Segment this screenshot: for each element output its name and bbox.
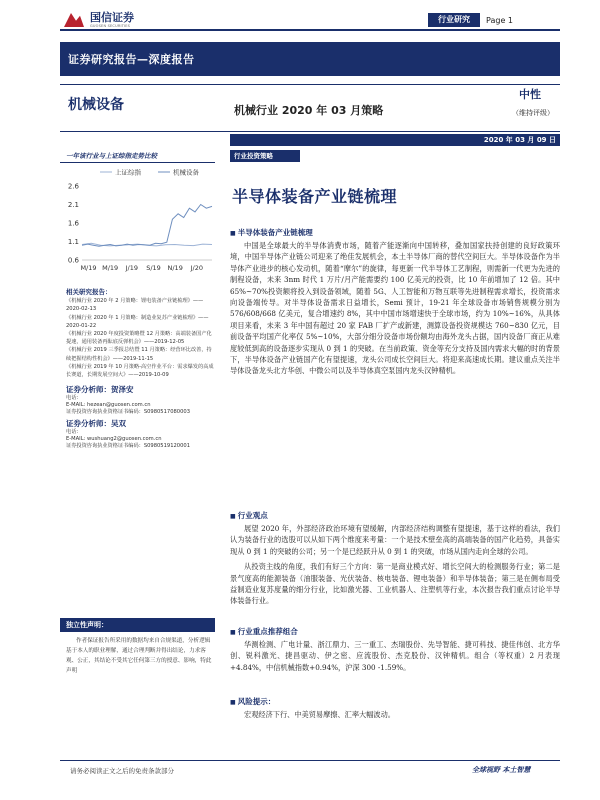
investment-tag bbox=[230, 150, 300, 162]
x-tick-label: J/19 bbox=[125, 264, 139, 272]
investment-tag-text: 行业投资策略 bbox=[234, 152, 273, 160]
analyst-email[interactable]: E-MAIL: wushuang2@guosen.com.cn bbox=[66, 436, 162, 442]
footer-slogan: 全球视野 本土智慧 bbox=[472, 766, 531, 774]
x-tick-label: N/19 bbox=[167, 264, 183, 272]
section-portfolio bbox=[230, 626, 560, 673]
x-tick-label: M/19 bbox=[102, 264, 119, 272]
x-tick-label: J/20 bbox=[190, 264, 204, 272]
y-tick-label: 1.1 bbox=[67, 238, 79, 246]
legend-label: 上证综指 bbox=[115, 168, 141, 177]
header-rule bbox=[60, 29, 560, 31]
section-heading: ■ 半导体装备产业链梳理 bbox=[230, 227, 560, 238]
section-heading: ■ 风险提示： bbox=[230, 696, 560, 707]
y-tick-label: 2.1 bbox=[67, 201, 79, 209]
section-paragraph: 从投资主线的角度，我们有好三个方向：第一是商业模式好、增长空间大的检测服务行业；第二是景气度高的能源装备（油服装备、光伏装备、核电装备、锂电装备）和半导体装备；第三是在侧布局受益制造业复苏度量的细分行业，比如激光器、工业机器人、注塑机等行业，本次报告我们重点讨论半导体装备行业。 bbox=[230, 562, 560, 606]
independence-heading: 独立性声明： bbox=[66, 621, 108, 629]
rating: 中性 bbox=[519, 88, 541, 101]
y-tick-label: 0.6 bbox=[67, 256, 79, 265]
analyst-email[interactable]: E-MAIL: hezean@guosen.com.cn bbox=[66, 402, 151, 408]
page-number: Page 1 bbox=[486, 15, 513, 25]
series-line bbox=[82, 205, 212, 247]
brand-subtitle: GUOSEN SECURITIES bbox=[90, 24, 131, 28]
independence-statement: 作者保证报告所采用的数据均来自合规渠道，分析逻辑基于本人的职业理解，通过合理判断并得出结论，力求客观、公正，其结论不受其它任何第三方的授意、影响，特此声明 bbox=[66, 638, 212, 674]
report-date: 2020 年 03 月 09 日 bbox=[483, 136, 556, 144]
section-heading: ■ 行业观点 bbox=[230, 510, 560, 521]
chart-title: 一年该行业与上证综指走势比较 bbox=[66, 152, 157, 160]
section-view bbox=[230, 510, 560, 607]
analyst-cert: 证券投资咨询执业资格证书编码：S0980519120001 bbox=[66, 443, 191, 449]
chart-heading bbox=[60, 150, 215, 163]
footer-disclaimer: 请务必阅读正文之后的免责条款部分 bbox=[70, 767, 174, 775]
footer-rule bbox=[60, 760, 560, 761]
analyst-block-1 bbox=[66, 386, 216, 416]
related-heading: 相关研究报告： bbox=[66, 288, 112, 296]
logo-mark-icon bbox=[64, 13, 84, 27]
report-type-tag: 行业研究 bbox=[428, 13, 480, 27]
section-paragraph: 华测检测、广电计量、浙江鼎力、三一重工、杰瑞股份、先导智能、捷可科技、捷佳伟创、北方华创、锐科激光、捷昌驱动、伊之密、应流股份、杰克股份、汉钟精机。组合（等权重）2 月表现+4.84%，中信机械指数+0.94%，沪深 300 -1.59%。 bbox=[230, 640, 560, 672]
analyst-phone: 电话： bbox=[66, 395, 82, 401]
x-tick-label: S/19 bbox=[146, 264, 161, 272]
top-bar bbox=[428, 13, 556, 27]
related-report-item[interactable]: 《机械行业 2020 年 2 月策略：锂电装备产业链梳理》——2020-02-13 bbox=[66, 298, 204, 313]
section-paragraph: 中国是全球最大的半导体消费市场，随着产能逐渐向中国转移，叠加国家扶持创建的良好政策环境，中国半导体产业链公司迎来了绝佳发展机会，本土半导体厂商的替代空间巨大。半导体设备作为半导体产业进步的核心发动机，随着“摩尔”的旋律，每更新一代半导体工艺制程，则需新一代更为先进的制程设备，未来 3nm 时代 1 万片/月产能需要约 100 亿美元的投资，比 10 年前增加了 12 倍。其中 65%~70%投资额将投入到设备领域，随着 5G、人工智能和万物互联等先进制程需求增长，投资需求向设备端传导。对半导体设备需求日益增长，Semi 预计，19-21 年全球设备市场销售规模分别为 576/608/668 亿美元，复合增速约 8%，其中中国市场增速快于全球市场，约为 10%~16%，从具体项目来看，未来 3 年中国有超过 20 家 FAB 厂扩产或新建，测算设备投资规模达 760~830 亿元，目前设备平均国产化率仅 5%~10%，大部分细分设备市场份额均由海外龙头占据，国内设备厂商正从难度较低到高的设备逐步实现从 0 到 1 的突破。在当前政策、资金等充分支持及国内需求大幅的时的背景下，半导体设备产业链国产化有望提速，龙头公司成长空间巨大。将迎来高速成长期。建议重点关注半导体设备龙头北方华创、中微公司以及半导体真空泵国内龙头汉钟精机。 bbox=[230, 241, 560, 376]
section-paragraph: 宏观经济下行、中美贸易摩擦、汇率大幅波动。 bbox=[244, 710, 395, 719]
analyst-label: 证券分析师： bbox=[66, 385, 111, 394]
sector-name: 机械设备 bbox=[68, 97, 124, 113]
section-risk bbox=[230, 696, 560, 720]
related-report-item[interactable]: 《机械行业 2020 年 1 月策略：制造业复苏产业链梳理》——2020-01-22 bbox=[66, 314, 209, 329]
related-report-item[interactable]: 《机械行业 2019 三季报总结暨 11 月策略：经营环比改善，持续把握结构性机会》——2019-11-15 bbox=[66, 347, 212, 362]
related-report-item[interactable]: 《机械行业 2020 年度投资策略暨 12 月策略：高端装备国产化提速，通用装备再酝底反弹机会》——2019-12-05 bbox=[66, 331, 212, 346]
brand-logo bbox=[64, 12, 134, 28]
strategy-title: 机械行业 2020 年 03 月策略 bbox=[234, 104, 384, 117]
analyst-label: 证券分析师： bbox=[66, 419, 111, 428]
analyst-block-2 bbox=[66, 420, 216, 450]
independence-heading-bar bbox=[60, 618, 215, 632]
report-banner bbox=[60, 42, 560, 76]
brand-name: 国信证券 bbox=[90, 11, 134, 24]
rating-note: （维持评级） bbox=[512, 109, 554, 117]
performance-chart bbox=[60, 164, 220, 284]
section-chain bbox=[230, 227, 560, 377]
y-tick-label: 1.6 bbox=[67, 219, 79, 228]
y-tick-label: 2.6 bbox=[67, 182, 79, 191]
section-paragraph: 展望 2020 年，外部经济政治环境有望缓解，内部经济结构调整有望提速，基于这样的看法，我们认为装备行业的选股可以从如下两个维度来考量：一个是技术壁垒高的高端装备的国产化趋势，具备实现从 0 到 1 的突破的公司；另一个是已经跃升从 0 到 1 的突破，市场从国内走向全球的公司。 bbox=[230, 524, 560, 556]
related-research bbox=[66, 288, 216, 379]
x-tick-label: M/19 bbox=[80, 264, 97, 272]
analyst-cert: 证券投资咨询执业资格证书编码：S0980517080003 bbox=[66, 409, 191, 415]
legend-label: 机械设备 bbox=[173, 168, 199, 177]
analyst-name: 吴双 bbox=[111, 419, 126, 428]
related-report-item[interactable]: 《机械行业 2019 年 10 月策略-高空作业平台：需求爆发的高成长赛道，长期发展空间大》——2019-10-09 bbox=[66, 363, 214, 379]
report-title: 半导体装备产业链梳理 bbox=[232, 187, 398, 206]
analyst-name: 贺泽安 bbox=[111, 385, 134, 394]
section-heading: ■ 行业重点推荐组合 bbox=[230, 626, 560, 637]
date-bar bbox=[230, 134, 560, 146]
banner-text: 证券研究报告—深度报告 bbox=[68, 53, 195, 66]
analyst-phone: 电话： bbox=[66, 429, 82, 435]
